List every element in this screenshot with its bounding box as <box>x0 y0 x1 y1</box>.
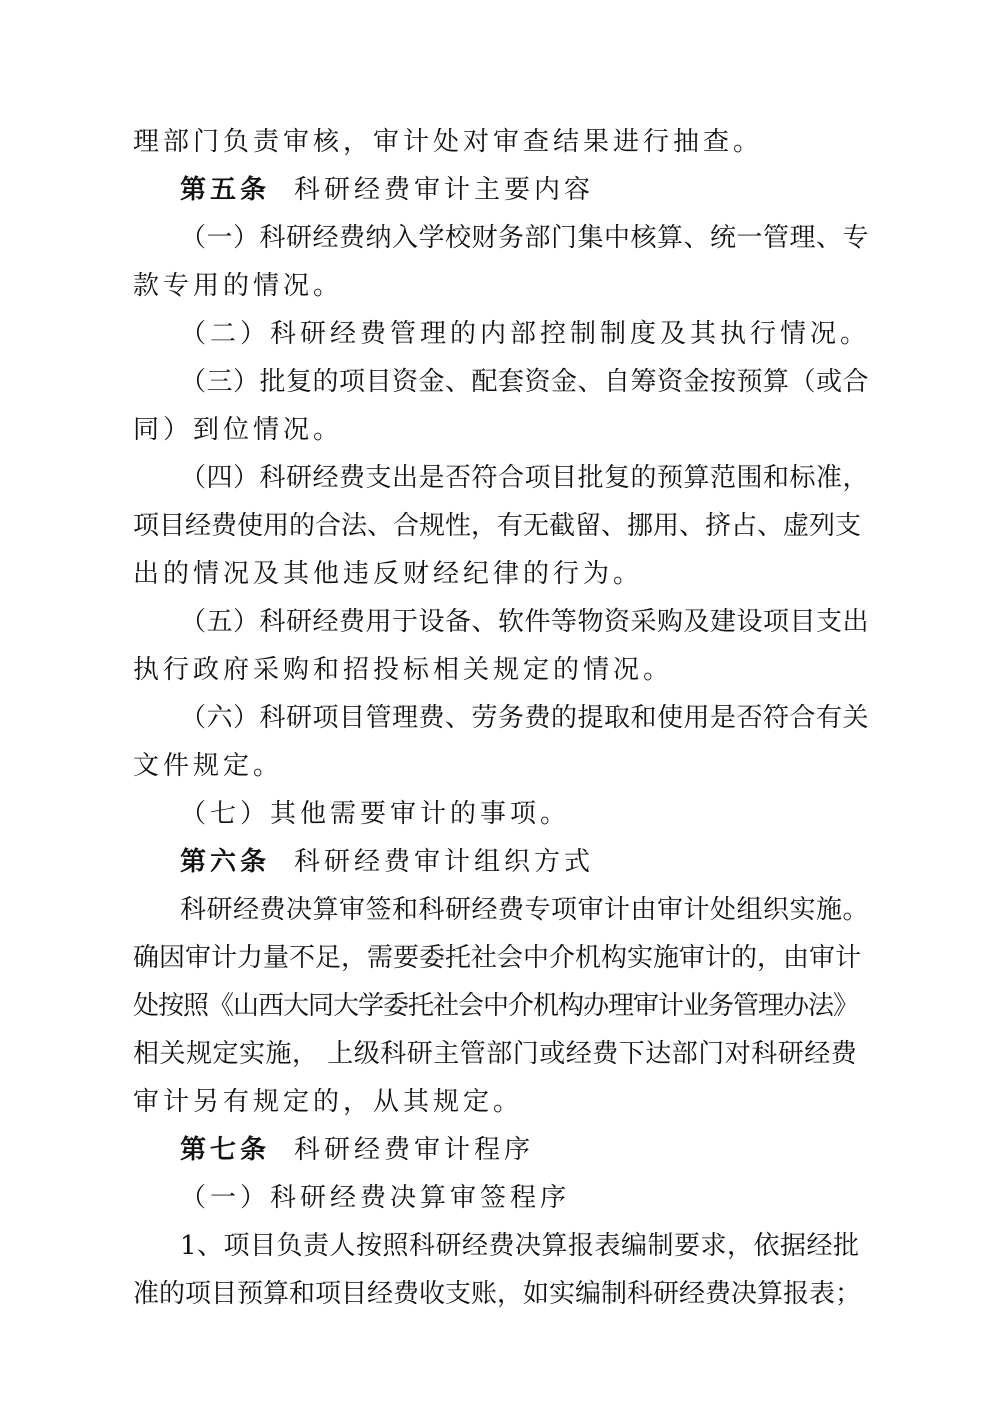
article-label: 第七条 <box>180 1135 271 1165</box>
text-line: 项目经费使用的合法、合规性，有无截留、挪用、挤占、虚列支 <box>133 511 862 541</box>
article-label: 第五条 <box>180 175 271 205</box>
text-line: 处按照《山西大同大学委托社会中介机构办理审计业务管理办法》 <box>133 991 859 1021</box>
text-line: 理部门负责审核，审计处对审查结果进行抽查。 <box>133 127 764 157</box>
text-line: 文件规定。 <box>133 751 284 781</box>
article-heading <box>180 842 594 882</box>
text-line: 审计另有规定的，从其规定。 <box>133 1087 524 1117</box>
text-line: （六）科研项目管理费、劳务费的提取和使用是否符合有关 <box>180 703 870 733</box>
article-label: 第六条 <box>180 847 271 877</box>
article-title: 科研经费审计程序 <box>294 1135 535 1165</box>
text-line: 确因审计力量不足，需要委托社会中介机构实施审计的，由审计 <box>133 943 862 973</box>
text-line: 同）到位情况。 <box>133 415 344 445</box>
text-line: （一）科研经费纳入学校财务部门集中核算、统一管理、专 <box>180 223 870 253</box>
text-line: （四）科研经费支出是否符合项目批复的预算范围和标准， <box>180 463 870 493</box>
text-line: 相关规定实施， 上级科研主管部门或经费下达部门对科研经费 <box>133 1039 858 1069</box>
text-line: （一）科研经费决算审签程序 <box>180 1183 571 1213</box>
text-line: （三）批复的项目资金、配套资金、自筹资金按预算（或合 <box>180 367 870 397</box>
text-line: （七）其他需要审计的事项。 <box>180 799 571 829</box>
article-title: 科研经费审计主要内容 <box>294 175 595 205</box>
text-line: 出的情况及其他违反财经纪律的行为。 <box>133 559 644 589</box>
text-line: （二）科研经费管理的内部控制制度及其执行情况。 <box>180 319 871 349</box>
article-heading <box>180 170 594 210</box>
article-heading <box>180 1130 534 1170</box>
text-line: 执行政府采购和招投标相关规定的情况。 <box>133 655 674 685</box>
text-line: 科研经费决算审签和科研经费专项审计由审计处组织实施。 <box>180 895 870 925</box>
text-line: 款专用的情况。 <box>133 271 344 301</box>
text-line: （五）科研经费用于设备、软件等物资采购及建设项目支出 <box>180 607 870 637</box>
article-title: 科研经费审计组织方式 <box>294 847 595 877</box>
text-line: 准的项目预算和项目经费收支账，如实编制科研经费决算报表； <box>133 1279 862 1309</box>
text-line: 1、项目负责人按照科研经费决算报表编制要求，依据经批 <box>180 1231 860 1261</box>
